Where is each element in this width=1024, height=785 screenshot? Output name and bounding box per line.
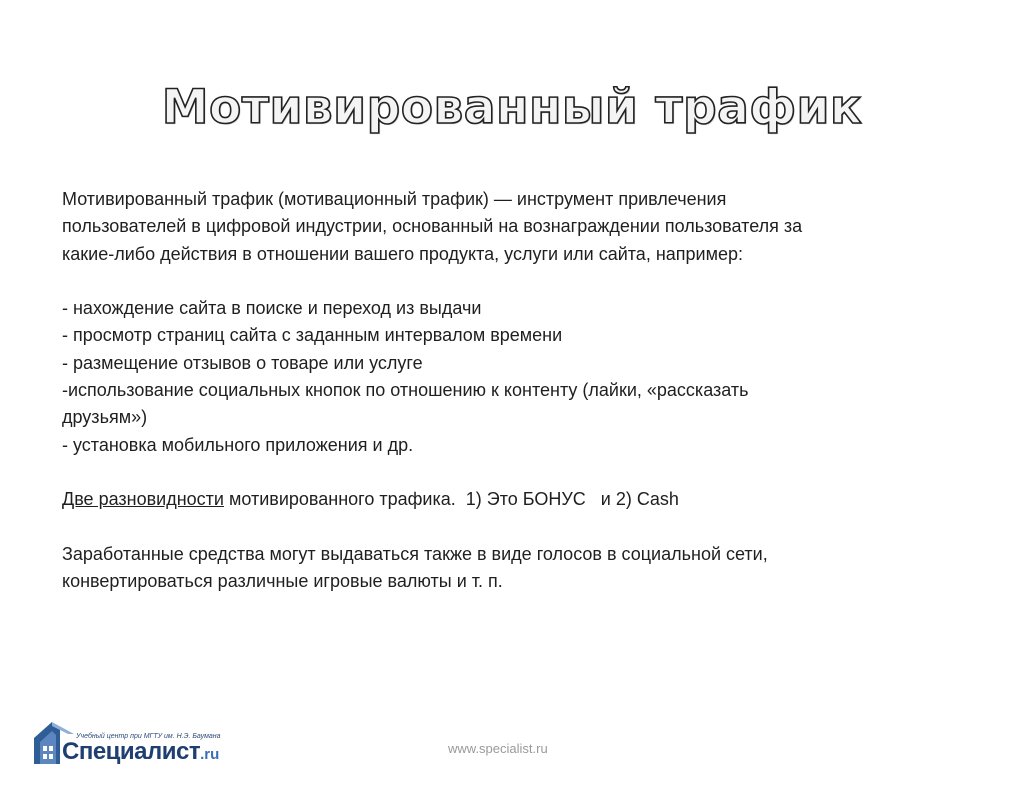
list-item: - нахождение сайта в поиске и переход из выдачи: [62, 298, 482, 319]
footer-url: www.specialist.ru: [448, 741, 548, 756]
varieties-underlined: Две разновидности: [62, 489, 224, 510]
logo-tagline: Учебный центр при МГТУ им. Н.Э. Баумана: [76, 733, 221, 740]
intro-line: какие-либо действия в отношении вашего продукта, услуги или сайта, например:: [62, 243, 743, 264]
paragraph-gap: [62, 268, 942, 295]
list-item: - размещение отзывов о товаре или услуге: [62, 352, 423, 373]
paragraph-gap: [62, 514, 942, 541]
slide-body: [62, 186, 942, 595]
varieties-line: [62, 486, 942, 513]
slide-title: Мотивированный трафик: [161, 80, 863, 135]
closing-line: Заработанные средства могут выдаваться также в виде голосов в социальной сети,: [62, 543, 768, 564]
paragraph-gap: [62, 459, 942, 486]
logo-domain: .ru: [200, 746, 220, 763]
logo-name: Специалист: [62, 738, 201, 765]
list-item: -использование социальных кнопок по отношению к контенту (лайки, «рассказать: [62, 380, 749, 401]
list-item-continuation: друзьям»): [62, 407, 148, 428]
intro-line: Мотивированный трафик (мотивационный трафик) — инструмент привлечения: [62, 189, 727, 209]
list-item: - просмотр страниц сайта с заданным интервалом времени: [62, 325, 563, 346]
closing-line: конвертироваться различные игровые валюты и т. п.: [62, 571, 503, 592]
intro-line: пользователей в цифровой индустрии, основанный на вознаграждении пользователя за: [62, 216, 803, 237]
logo-wordmark: [62, 738, 219, 766]
list-item: - установка мобильного приложения и др.: [62, 434, 414, 455]
varieties-rest: мотивированного трафика. 1) Это БОНУС и 2) Cash: [223, 489, 679, 510]
specialist-logo: [30, 712, 260, 772]
